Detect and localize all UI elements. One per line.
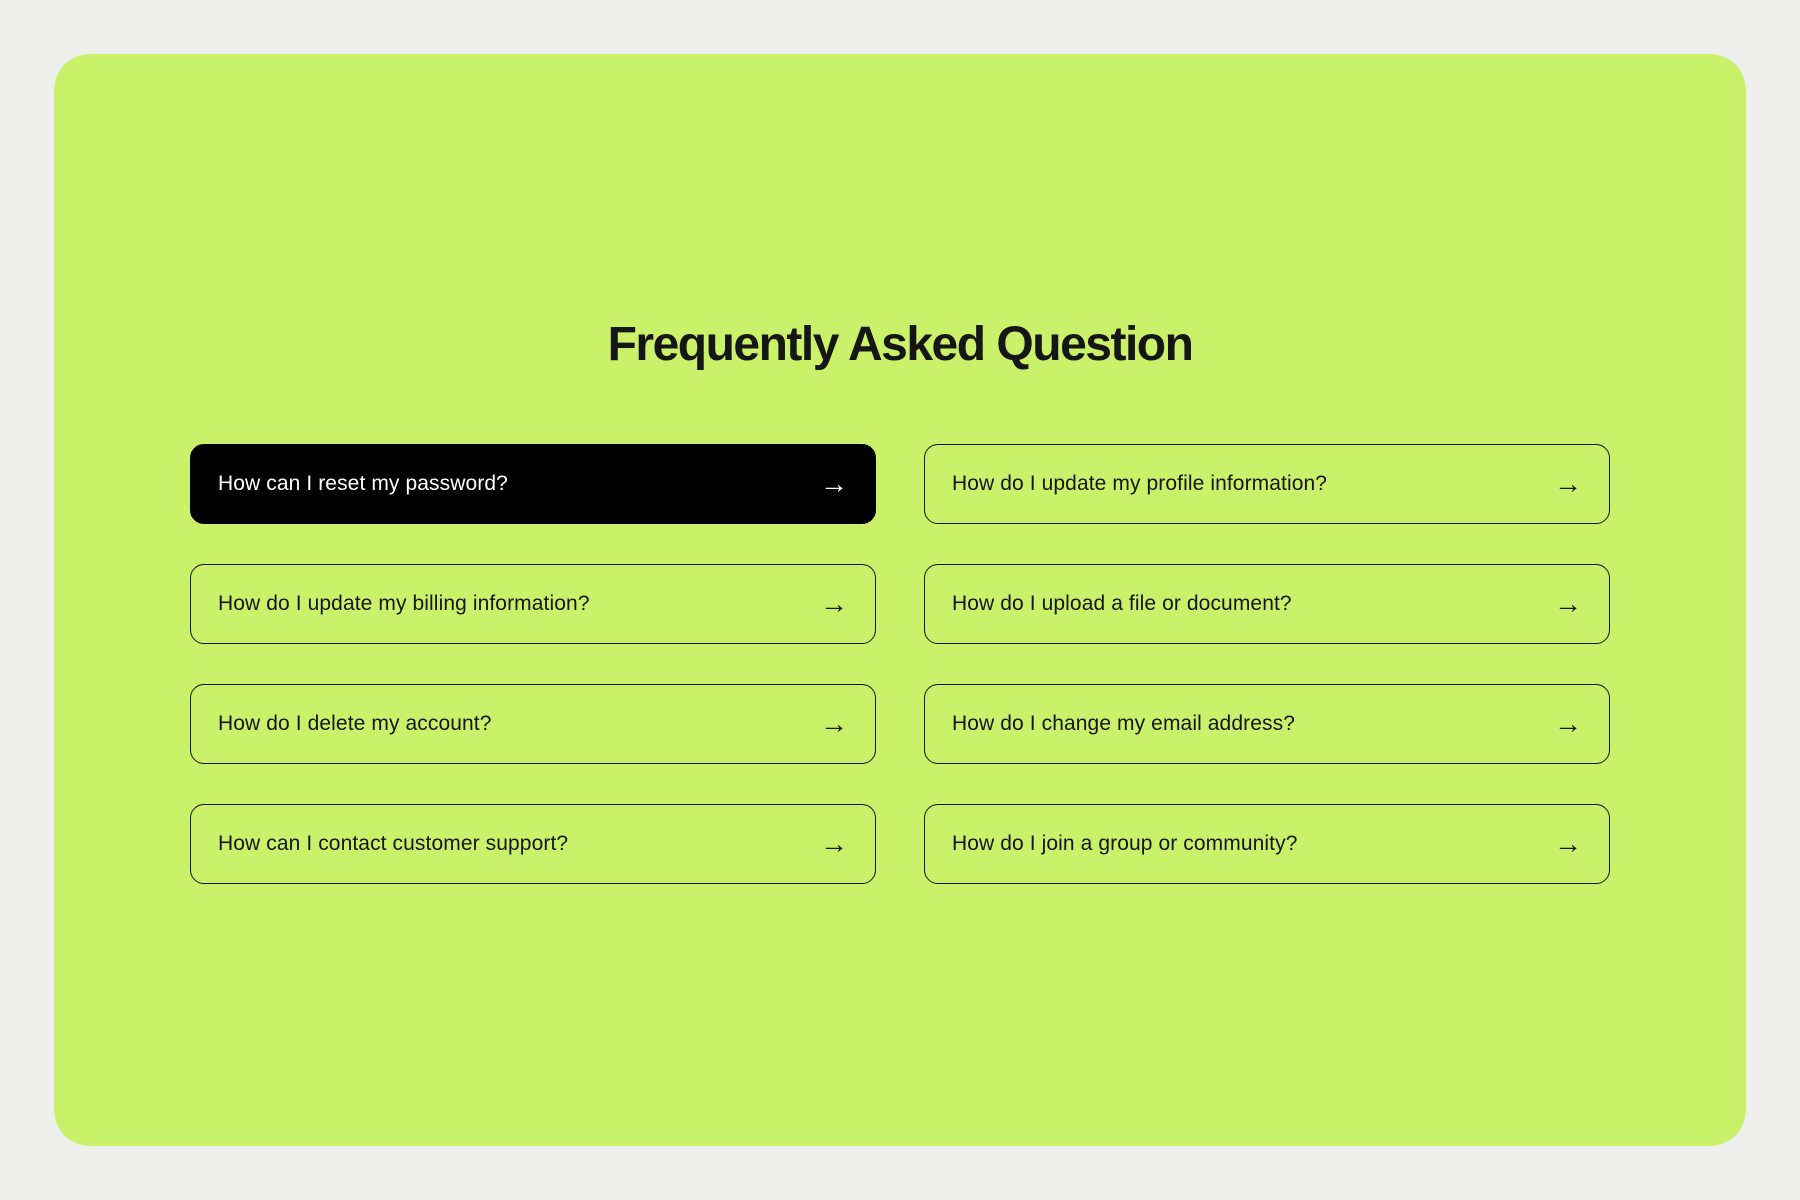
page-title: Frequently Asked Question bbox=[607, 318, 1193, 371]
faq-question-label: How do I update my profile information? bbox=[952, 472, 1328, 495]
faq-card-reset-password[interactable] bbox=[190, 444, 876, 524]
faq-card-change-email[interactable] bbox=[924, 684, 1610, 764]
faq-question-label: How do I upload a file or document? bbox=[952, 592, 1292, 615]
arrow-right-icon: → bbox=[820, 828, 848, 859]
faq-card-delete-account[interactable] bbox=[190, 684, 876, 764]
arrow-right-icon: → bbox=[1554, 828, 1582, 859]
faq-card-update-billing[interactable] bbox=[190, 564, 876, 644]
faq-question-label: How can I reset my password? bbox=[218, 472, 508, 495]
arrow-right-icon: → bbox=[820, 588, 848, 619]
arrow-right-icon: → bbox=[1554, 588, 1582, 619]
faq-question-label: How can I contact customer support? bbox=[218, 832, 569, 855]
faq-question-label: How do I join a group or community? bbox=[952, 832, 1298, 855]
faq-panel bbox=[54, 54, 1746, 1146]
faq-question-label: How do I delete my account? bbox=[218, 712, 492, 735]
arrow-right-icon: → bbox=[1554, 468, 1582, 499]
arrow-right-icon: → bbox=[820, 708, 848, 739]
faq-card-join-group[interactable] bbox=[924, 804, 1610, 884]
faq-card-upload-file[interactable] bbox=[924, 564, 1610, 644]
arrow-right-icon: → bbox=[820, 468, 848, 499]
faq-grid bbox=[190, 444, 1610, 884]
faq-question-label: How do I change my email address? bbox=[952, 712, 1295, 735]
faq-card-update-profile[interactable] bbox=[924, 444, 1610, 524]
faq-question-label: How do I update my billing information? bbox=[218, 592, 590, 615]
arrow-right-icon: → bbox=[1554, 708, 1582, 739]
faq-card-contact-support[interactable] bbox=[190, 804, 876, 884]
